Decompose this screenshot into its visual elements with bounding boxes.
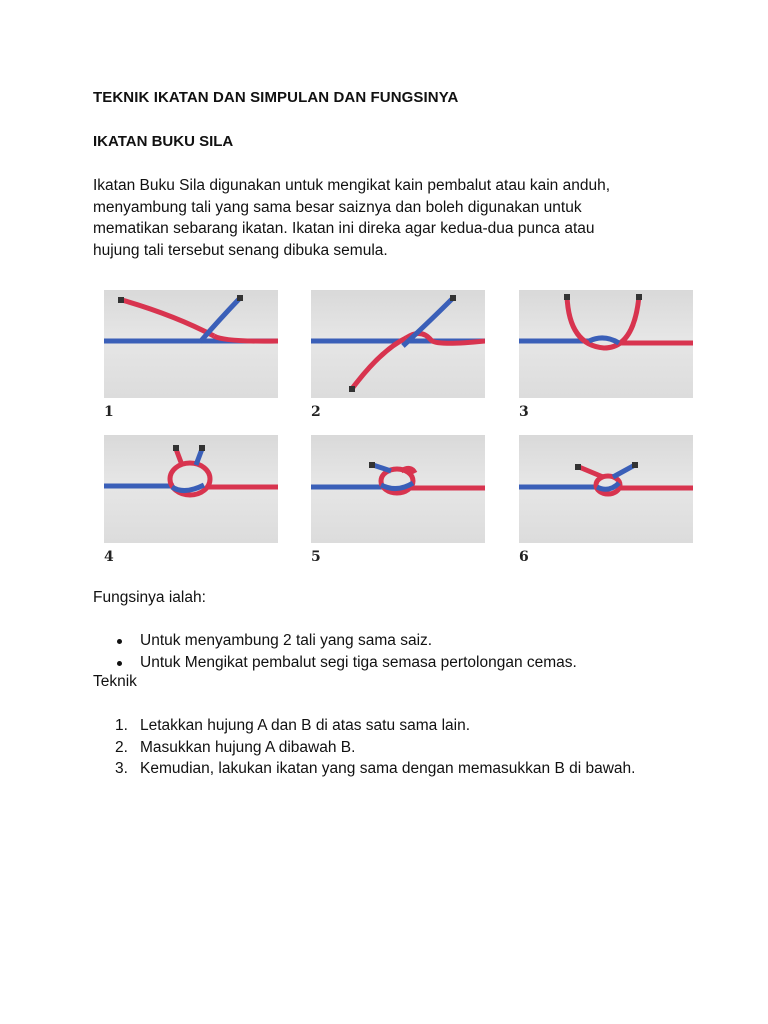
step-figure [311,435,485,565]
paragraph-line: hujung tali tersebut senang dibuka semula. [93,241,388,259]
functions-list [93,630,577,673]
list-item: Untuk Mengikat pembalut segi tiga semasa pertolongan cemas. [93,652,577,674]
section-heading: IKATAN BUKU SILA [93,133,234,150]
step-figure [104,290,278,420]
step-figure [519,435,693,565]
step-number: 4 [104,549,114,565]
step-figure [519,290,693,420]
knot-photo [104,435,278,543]
knot-photo [104,290,278,398]
step-number: 6 [519,549,529,565]
technique-list [93,715,635,780]
step-number: 5 [311,549,321,565]
step-number: 3 [519,404,529,420]
technique-heading: Teknik [93,673,137,690]
bullet-icon [117,639,122,644]
step-figure [311,290,485,420]
paragraph-line: mematikan sebarang ikatan. Ikatan ini direka agar kedua-dua punca atau [93,220,595,237]
step-number: 2 [311,404,321,420]
paragraph-line: Ikatan Buku Sila digunakan untuk mengikat kain pembalut atau kain anduh, [93,177,611,194]
functions-heading: Fungsinya ialah: [93,589,206,606]
list-item: 3. Kemudian, lakukan ikatan yang sama dengan memasukkan B di bawah. [115,760,636,777]
document-title: TEKNIK IKATAN DAN SIMPULAN DAN FUNGSINYA [93,89,459,106]
list-item: 2. Masukkan hujung A dibawah B. [115,738,356,756]
step-number: 1 [104,404,114,420]
knot-photo [311,290,485,398]
knot-photo [519,435,693,543]
knot-photo [519,290,693,398]
list-item: Untuk menyambung 2 tali yang sama saiz. [93,630,577,652]
bullet-icon [117,661,122,666]
list-item: 1. Letakkan hujung A dan B di atas satu sama lain. [115,717,471,734]
knot-photo [311,435,485,543]
paragraph-line: menyambung tali yang sama besar saiznya dan boleh digunakan untuk [93,198,582,216]
step-figure [104,435,278,565]
